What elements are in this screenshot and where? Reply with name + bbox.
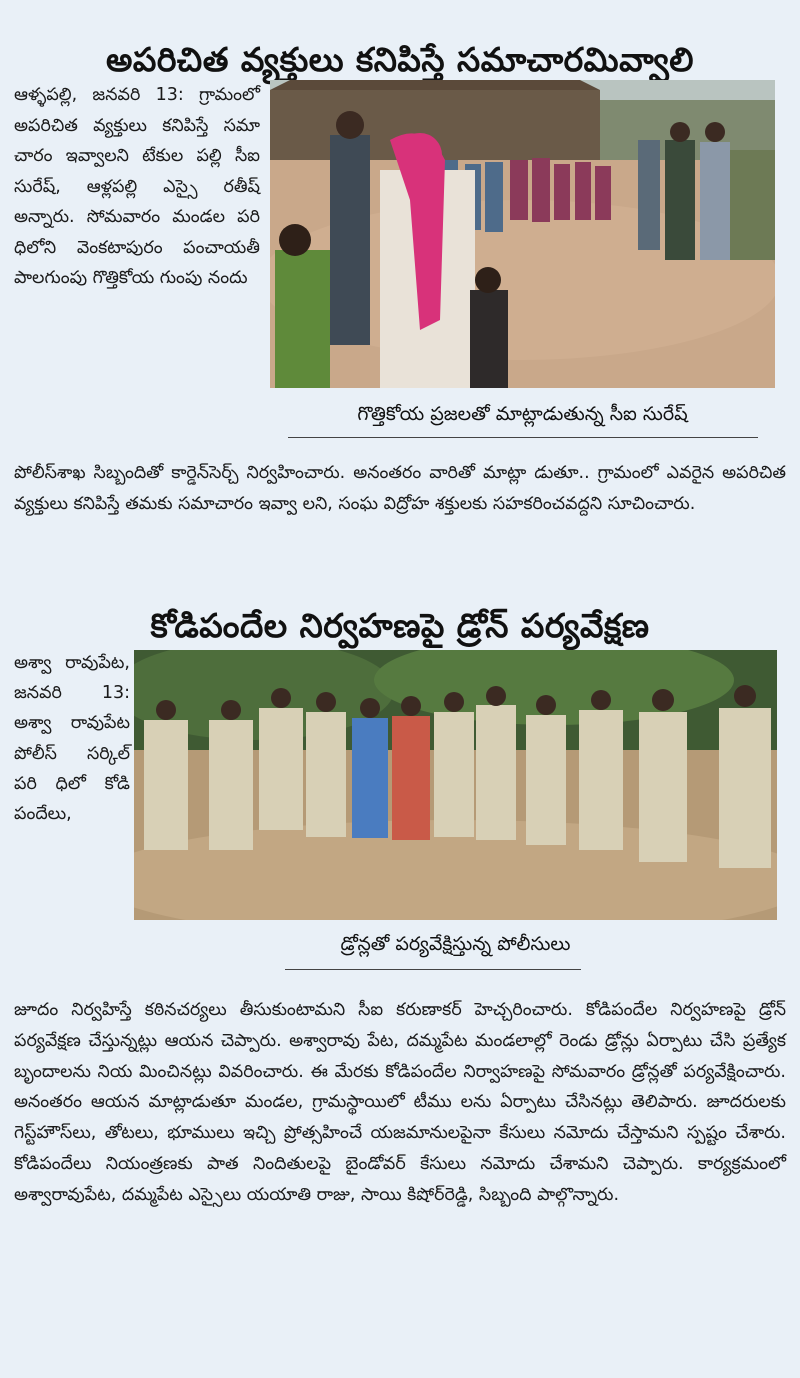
story2-continuation-text: జూదం నిర్వహిస్తే కఠినచర్యలు తీసుకుంటామని సీఐ కరుణాకర్ హెచ్చరించారు. కోడిపందేల నిర్వహణపై డ్రోన్ పర్యవేక్షణ చేస్తున్నట్లు ఆయన చెప్పారు. అశ్వారావు పేట, దమ్మపేట మండలాల్లో రెండు డ్రోన్లు ఏర్పాటు చేసి ప్రత్యేక బృందాలను నియ మించినట్లు వివరించారు. ఈ మేరకు కోడిపందేల నిర్వాహణపై సోమవారం డ్రోన్లతో పర్యవేక్షించారు. అనంతరం ఆయన మాట్లాడుతూ మండల, గ్రామస్థాయిలో టీము లను ఏర్పాటు చేసినట్లు తెలిపారు. జూదరులకు గెస్ట్‌హౌస్‌లు, తోటలు, భూములు ఇచ్చి ప్రోత్సహించే యజమానులపైనా కేసులు నమోదు చేస్తామని స్పష్టం చేశారు. కోడిపందేలు నియంత్రణకు పాత నిందితులపై బైండోవర్ కేసులు నమోదు చేశామని చెప్పారు. కార్యక్రమంలో అశ్వారావుపేట, దమ్మపేట ఎస్సైలు యయాతి రాజు, సాయి కిషోర్‌రెడ్డి, సిబ్బంది పాల్గొన్నారు. — [14, 1000, 786, 1205]
story1-headline: అపరిచిత వ్యక్తులు కనిపిస్తే సమాచారమివ్వాలి — [106, 40, 694, 80]
story1-continuation-text: పోలీస్‌శాఖ సిబ్బందితో కార్డెన్‌సెర్చ్ నిర్వహించారు. అనంతరం వారితో మాట్లా డుతూ.. గ్రామంలో ఎవరైన అపరిచిత వ్యక్తులు కనిపిస్తే తమకు సమాచారం ఇవ్వా లని, సంఘ విద్రోహ శక్తులకు సహకరించవద్దని సూచించారు. — [14, 463, 786, 514]
story1-photo-caption: గొత్తికోయ ప్రజలతో మాట్లాడుతున్న సీఐ సురేష్ — [357, 403, 688, 425]
caption-divider — [285, 969, 581, 970]
story1-photo — [270, 80, 775, 388]
caption-divider — [288, 437, 758, 438]
story2-photo-caption: డ్రోన్లతో పర్యవేక్షిస్తున్న పోలీసులు — [340, 933, 571, 955]
story2-photo — [134, 650, 777, 920]
story1-column-text: ఆళ్ళపల్లి, జనవరి 13: గ్రామంలో అపరిచిత వ్యక్తులు కనిపిస్తే సమా చారం ఇవ్వాలని టేకుల పల్లి సీఐ సురేష్, ఆళ్లపల్లి ఎస్సై రతీష్ అన్నారు. సోమవారం మండల పరి ధిలోని వెంకటాపురం పంచాయతీ పాలగుంపు గొత్తికోయ గుంపు నందు — [14, 85, 260, 288]
story2-column-text: అశ్వా రావుపేట, జనవరి 13: అశ్వా రావుపేట పోలీస్ సర్కిల్ పరి ధిలో కోడి పందేలు, — [14, 653, 130, 825]
story2-headline: కోడిపందేల నిర్వహణపై డ్రోన్ పర్యవేక్షణ — [150, 606, 650, 646]
